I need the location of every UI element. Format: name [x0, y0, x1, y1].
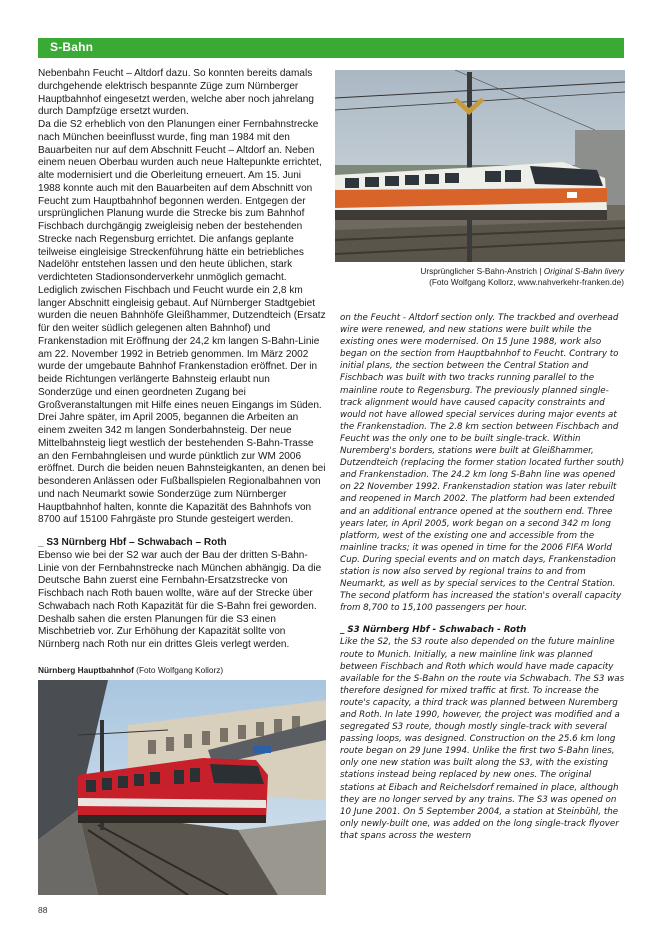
english-paragraph: Like the S2, the S3 route also depended on the future mainline route to Munich. Initially, a new mainline link was planned between Fischbach and Roth which would have made capacity available for the S-Bahn on the route via Schwabach. The S3 was therefore designed for mixed traffic at first. To increase the route's capacity, a third track was planned between Nuremberg and Roth. In late 1990, however, the project was modified and a segregated S3 route, though mostly single-track with several passing loops, was designed. Construction on the 25.6 km long route began on 29 June 1994. Unlike the first two S-Bahn lines, only one new station was built along the S3, with the existing stations instead being replaced by new ones. The original stations at Eibach and Reichelsdorf remained in place, although they are no longer served by any trains. The S3 was opened on 10 June 2001. On 5 September 2004, a station at Steinbühl, the only newly-built one, was added on the long single-track flyover that spans across the western [340, 637, 625, 841]
german-paragraph: Nebenbahn Feucht – Altdorf dazu. So konnten bereits damals durchgehende elektrisch bespannte Züge zum Nürnberger Hauptbahnhof eingesetzt werden, welche aber noch jahrelang durch Dampfzüge ersetzt wurden. [38, 68, 314, 118]
english-section-heading: _ S3 Nürnberg Hbf - Schwabach - Roth [340, 625, 527, 636]
german-section-heading: _ S3 Nürnberg Hbf – Schwabach – Roth [38, 537, 227, 548]
photo-bottom-caption [38, 665, 326, 676]
german-column [38, 68, 326, 652]
section-banner [38, 38, 624, 58]
photo-orange-train [335, 70, 625, 262]
photo-red-train [38, 680, 326, 895]
english-paragraph: on the Feucht - Altdorf section only. The trackbed and overhead wire were renewed, and new stations were built while the existing ones were modernised. On 15 June 1988, work also began on the section from Hauptbahnhof to Feucht. Contrary to initial plans, the section between the Central Station and Fischbach was built with two tracks running parallel to the mainline route to Regensburg. The previously planned single-track alignment would have caused capacity constraints and would not have allowed special services during major events at the Frankenstadion. The 2.8 km section between Fischbach and Feucht was the only one to be built single-track. Within Nuremberg's borders, stations were built at Gleißhammer, Dutzendteich (replacing the former station located further south) and Frankenstadion. The 24.2 km long S-Bahn line was opened on 22 November 1992. Frankenstadion station was later rebuilt and reopened in March 2002. The platform had been extended and an additional entrance opened at the southern end. Three years later, in April 2005, work began on a second 342 m long platform, west of the existing one and accessible from the mainline tracks; it was opened in time for the 2006 FIFA World Cup. During special events and on match days, Frankenstadion station is now also served by regional trains to and from Neumarkt, as well as by special services to the Central Station. The second platform has increased the station's overall capacity from 8,700 to 15,100 passengers per hour. [340, 313, 625, 614]
caption-english: Original S-Bahn livery [543, 266, 624, 276]
german-paragraph: Da die S2 erheblich von den Planungen einer Fernbahnstrecke nach München beeinflusst wurde, fing man 1984 mit den Bauarbeiten nur auf dem Abschnitt Feucht – Altdorf an. Neben einem neuen Oberbau wurden auch neue Haltepunkte errichtet, alte modernisiert und die Oberleitung erneuert. Am 15. Juni 1988 konnte auch mit den Bauarbeiten auf dem Abschnitt von Feucht zum Hauptbahnhof begonnen werden. Entgegen der ursprünglichen Planung wurde die Strecke bis zum Bahnhof Fischbach durchgängig zweigleisig neben der bestehenden Strecke nach Regensburg errichtet. Die anfangs geplante teilweise eingleisige Streckenführung hätte ein betriebliches Nadelöhr entstehen lassen und den heute üblichen, stark verdichteten Stadionsonderverkehr unmöglich gemacht. Lediglich zwischen Fischbach und Feucht wurde ein 2,8 km langer Abschnitt eingleisig gebaut. Auf Nürnberger Stadtgebiet wurden die neuen Bahnhöfe Gleißhammer, Dutzendteich (Ersatz für den weiter südlich gelegenen alten Bahnhof) und Frankenstadion mit Eröffnung der 24,2 km langen S-Bahn-Linie am 22. November 1992 in Betrieb genommen. Im März 2002 wurde der umgebaute Bahnhof Frankenstadion eröffnet. Der in beide Richtungen verlängerte Bahnsteig erlaubt nun Sonderzüge und einen geordneten Zugang bei Großveranstaltungen mit Hilfe eines neuen Eingangs im Süden. Drei Jahre später, im April 2005, begannen die Arbeiten an einem zweiten 342 m langen Sonderbahnsteig. Der neue Mittelbahnsteig liegt westlich der bestehenden S-Bahn-Trasse an den Fernbahngleisen und wurde pünktlich zur WM 2006 eröffnet. Durch die beiden neuen Bahnsteigkanten, an denen bei besonderen Anlässen oder Fußballspielen Regionalbahnen von und nach Neumarkt sowie Sonderzüge zum Nürnberger Hauptbahnhof halten, konnte die Kapazität des Bahnhofs von 8700 auf 15100 Fahrgäste pro Stunde gesteigert werden. [38, 119, 326, 526]
caption-title: Nürnberg Hauptbahnhof [38, 665, 134, 675]
english-column [340, 312, 626, 842]
caption-german: Ursprünglicher S-Bahn-Anstrich | [420, 266, 544, 276]
german-paragraph: Ebenso wie bei der S2 war auch der Bau der dritten S-Bahn-Linie von der Fernbahnstrecke nach München abhängig. Da die Deutsche Bahn zuerst eine Fernbahn-Ersatzstrecke von Fischbach nach Roth bauen wollte, wäre auf der Strecke über Schwabach nach Roth Kapazität für die S-Bahn frei geworden. Deshalb sahen die ersten Planungen für die S3 einen Mischbetrieb vor. Zur Erhöhung der Kapazität sollte von Nürnberg nach Roth nur ein drittes Gleis verlegt werden. [38, 549, 322, 650]
page-number: 88 [38, 905, 48, 915]
photo-top-caption [340, 266, 624, 287]
caption-credit: (Foto Wolfgang Kollorz) [133, 665, 224, 675]
caption-credit: (Foto Wolfgang Kollorz, www.nahverkehr-franken.de) [429, 276, 624, 287]
section-label: S-Bahn [50, 40, 94, 54]
